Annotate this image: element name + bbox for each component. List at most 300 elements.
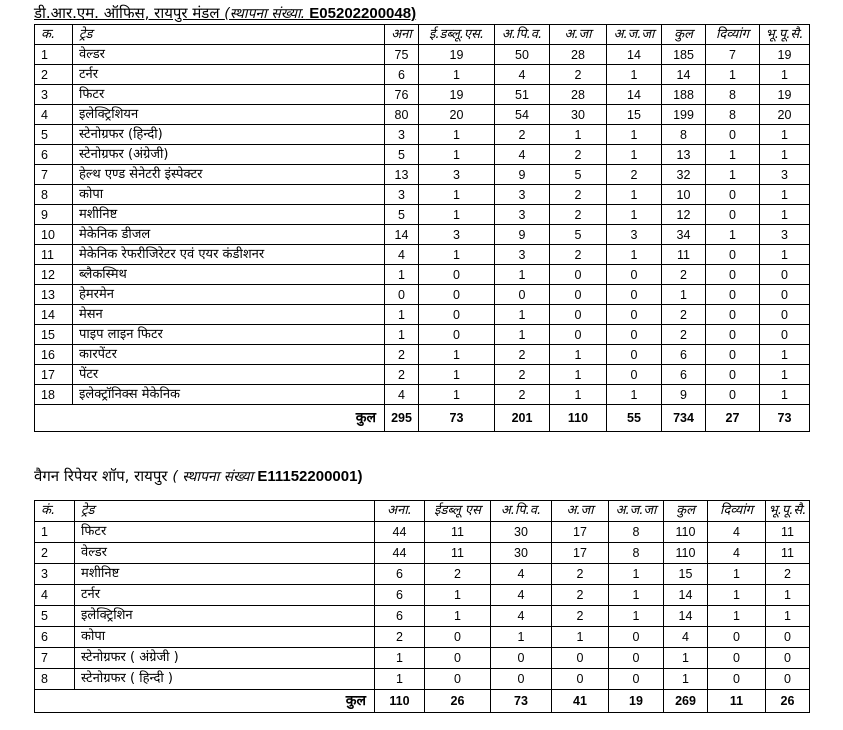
value-cell: 8 [609,543,664,564]
trade-cell: हेमरमेन [73,285,385,305]
value-cell: 1 [607,65,662,85]
trade-cell: वेल्डर [75,543,375,564]
value-cell: 2 [495,385,550,405]
value-cell: 0 [607,265,662,285]
table-row [35,543,810,564]
value-cell: 28 [550,45,607,65]
value-cell: 1 [708,585,766,606]
value-cell: 76 [385,85,419,105]
value-cell: 0 [760,285,810,305]
value-cell: 1 [760,365,810,385]
value-cell: 11 [766,543,810,564]
value-cell: 1 [550,125,607,145]
value-cell: 1 [664,669,708,690]
section2-name: वैगन रिपेयर शॉप, रायपुर [34,467,173,485]
value-cell: 0 [552,648,609,669]
value-cell: 1 [495,305,550,325]
column-header: अना. [375,501,425,522]
trade-cell: फिटर [73,85,385,105]
value-cell: 6 [375,606,425,627]
value-cell: 1 [706,225,760,245]
section2-table [34,500,810,713]
value-cell: 13 [662,145,706,165]
value-cell: 2 [495,125,550,145]
serial-cell: 9 [35,205,73,225]
value-cell: 1 [419,185,495,205]
value-cell: 3 [419,225,495,245]
serial-cell: 8 [35,185,73,205]
value-cell: 0 [706,305,760,325]
value-cell: 0 [706,205,760,225]
value-cell: 0 [550,325,607,345]
value-cell: 1 [385,305,419,325]
value-cell: 2 [385,345,419,365]
value-cell: 1 [766,585,810,606]
column-header: ई.डब्लू.एस. [419,25,495,45]
value-cell: 1 [419,205,495,225]
trade-cell: वेल्डर [73,45,385,65]
value-cell: 1 [607,385,662,405]
trade-cell: स्टेनोग्रफर ( हिन्दी ) [75,669,375,690]
value-cell: 1 [425,585,491,606]
value-cell: 1 [552,627,609,648]
value-cell: 1 [550,385,607,405]
value-cell: 2 [550,65,607,85]
value-cell: 14 [664,585,708,606]
trade-cell: इलेक्ट्रिशिन [75,606,375,627]
column-header: ईडब्लू एस [425,501,491,522]
value-cell: 2 [550,185,607,205]
total-value-cell: 73 [491,690,552,713]
value-cell: 1 [385,325,419,345]
section1-est-code: E05202200048) [305,5,417,22]
value-cell: 2 [607,165,662,185]
total-value-cell: 26 [425,690,491,713]
section2-est-code: E11152200001) [253,468,363,485]
value-cell: 4 [491,606,552,627]
value-cell: 8 [706,105,760,125]
value-cell: 50 [495,45,550,65]
serial-cell: 10 [35,225,73,245]
serial-cell: 4 [35,585,75,606]
value-cell: 0 [706,285,760,305]
value-cell: 32 [662,165,706,185]
total-value-cell: 110 [375,690,425,713]
value-cell: 14 [607,45,662,65]
value-cell: 1 [708,564,766,585]
value-cell: 1 [708,606,766,627]
value-cell: 2 [495,365,550,385]
table-row [35,385,810,405]
serial-cell: 18 [35,385,73,405]
value-cell: 20 [419,105,495,125]
serial-cell: 12 [35,265,73,285]
value-cell: 0 [760,265,810,285]
value-cell: 3 [607,225,662,245]
value-cell: 2 [550,245,607,265]
trade-cell: कोपा [75,627,375,648]
value-cell: 0 [550,265,607,285]
serial-cell: 8 [35,669,75,690]
value-cell: 14 [664,606,708,627]
value-cell: 0 [491,669,552,690]
value-cell: 1 [760,185,810,205]
serial-cell: 6 [35,627,75,648]
total-value-cell: 201 [495,405,550,432]
table-row [35,205,810,225]
value-cell: 28 [550,85,607,105]
serial-cell: 3 [35,85,73,105]
value-cell: 14 [607,85,662,105]
value-cell: 0 [425,627,491,648]
column-header: भू.पू.सै. [766,501,810,522]
value-cell: 0 [708,648,766,669]
total-value-cell: 26 [766,690,810,713]
value-cell: 1 [760,125,810,145]
trade-cell: फिटर [75,522,375,543]
section1-table [34,24,810,432]
value-cell: 0 [706,345,760,365]
serial-cell: 7 [35,165,73,185]
serial-cell: 13 [35,285,73,305]
trade-cell: मशीनिष्ट [75,564,375,585]
value-cell: 1 [419,125,495,145]
serial-cell: 6 [35,145,73,165]
total-label: कुल [35,405,385,432]
total-value-cell: 269 [664,690,708,713]
table-row [35,285,810,305]
column-header: दिव्यांग [706,25,760,45]
value-cell: 0 [609,627,664,648]
value-cell: 0 [607,325,662,345]
value-cell: 2 [662,325,706,345]
serial-cell: 4 [35,105,73,125]
table-row [35,627,810,648]
value-cell: 2 [495,345,550,365]
value-cell: 30 [491,522,552,543]
value-cell: 3 [760,225,810,245]
value-cell: 4 [385,245,419,265]
table-row [35,85,810,105]
table-row [35,585,810,606]
value-cell: 4 [385,385,419,405]
trade-cell: मेसन [73,305,385,325]
serial-cell: 3 [35,564,75,585]
serial-cell: 2 [35,65,73,85]
value-cell: 1 [706,65,760,85]
column-header: अना [385,25,419,45]
serial-cell: 17 [35,365,73,385]
value-cell: 54 [495,105,550,125]
value-cell: 9 [495,165,550,185]
value-cell: 0 [550,285,607,305]
table-row [35,606,810,627]
value-cell: 1 [419,245,495,265]
trade-cell: इलेक्ट्रिशियन [73,105,385,125]
trade-cell: कोपा [73,185,385,205]
value-cell: 19 [760,85,810,105]
value-cell: 34 [662,225,706,245]
section1-est-label: (स्थापना संख्या. [224,6,306,22]
value-cell: 1 [495,325,550,345]
table-row [35,165,810,185]
value-cell: 14 [385,225,419,245]
value-cell: 0 [491,648,552,669]
trade-cell: स्टेनोग्रफर (अंग्रेजी) [73,145,385,165]
column-header: कं. [35,501,75,522]
trade-cell: मेकेनिक रेफरीजिरेटर एवं एयर कंडीशनर [73,245,385,265]
value-cell: 14 [662,65,706,85]
value-cell: 0 [425,669,491,690]
value-cell: 7 [706,45,760,65]
value-cell: 0 [607,365,662,385]
value-cell: 75 [385,45,419,65]
value-cell: 44 [375,522,425,543]
value-cell: 9 [495,225,550,245]
trade-cell: स्टेनोग्रफर ( अंग्रेजी ) [75,648,375,669]
total-value-cell: 41 [552,690,609,713]
table-row [35,305,810,325]
table-row [35,325,810,345]
value-cell: 1 [607,185,662,205]
total-value-cell: 73 [419,405,495,432]
table-row [35,669,810,690]
value-cell: 3 [495,185,550,205]
table-row [35,345,810,365]
value-cell: 0 [706,365,760,385]
value-cell: 188 [662,85,706,105]
serial-cell: 15 [35,325,73,345]
value-cell: 11 [425,543,491,564]
column-header: अ.जा [550,25,607,45]
value-cell: 1 [419,65,495,85]
trade-cell: कारपेंटर [73,345,385,365]
value-cell: 1 [495,265,550,285]
value-cell: 1 [706,145,760,165]
trade-cell: टर्नर [73,65,385,85]
value-cell: 19 [419,85,495,105]
table-row [35,65,810,85]
trade-cell: पेंटर [73,365,385,385]
value-cell: 0 [385,285,419,305]
column-header: दिव्यांग [708,501,766,522]
value-cell: 0 [760,305,810,325]
column-header: कुल [662,25,706,45]
total-row [35,405,810,432]
value-cell: 10 [662,185,706,205]
trade-cell: ब्लैकस्मिथ [73,265,385,285]
value-cell: 0 [419,285,495,305]
value-cell: 1 [425,606,491,627]
value-cell: 0 [706,185,760,205]
value-cell: 0 [495,285,550,305]
value-cell: 1 [760,205,810,225]
value-cell: 0 [708,627,766,648]
serial-cell: 11 [35,245,73,265]
value-cell: 0 [419,325,495,345]
value-cell: 6 [375,585,425,606]
value-cell: 110 [664,522,708,543]
trade-cell: स्टेनोग्रफर (हिन्दी) [73,125,385,145]
value-cell: 0 [609,669,664,690]
total-value-cell: 19 [609,690,664,713]
value-cell: 4 [495,65,550,85]
value-cell: 0 [706,265,760,285]
column-header: भू.पू.सै. [760,25,810,45]
value-cell: 0 [706,325,760,345]
value-cell: 0 [607,285,662,305]
table-row [35,225,810,245]
table-row [35,245,810,265]
value-cell: 1 [662,285,706,305]
serial-cell: 16 [35,345,73,365]
value-cell: 30 [491,543,552,564]
section1-header-row [35,25,810,45]
value-cell: 1 [375,648,425,669]
column-header: अ.पि.व. [491,501,552,522]
section2-est-label: ( स्थापना संख्या [172,469,254,485]
value-cell: 1 [419,145,495,165]
total-value-cell: 55 [607,405,662,432]
table-row [35,145,810,165]
value-cell: 4 [664,627,708,648]
value-cell: 0 [706,385,760,405]
value-cell: 8 [609,522,664,543]
value-cell: 1 [760,65,810,85]
value-cell: 0 [609,648,664,669]
column-header: अ.जा [552,501,609,522]
value-cell: 5 [385,205,419,225]
value-cell: 1 [607,125,662,145]
total-row [35,690,810,713]
value-cell: 51 [495,85,550,105]
value-cell: 110 [664,543,708,564]
value-cell: 8 [662,125,706,145]
total-label: कुल [35,690,375,713]
value-cell: 0 [552,669,609,690]
trade-cell: पाइप लाइन फिटर [73,325,385,345]
value-cell: 1 [609,606,664,627]
value-cell: 5 [550,165,607,185]
value-cell: 2 [385,365,419,385]
value-cell: 9 [662,385,706,405]
table-row [35,125,810,145]
column-header: क. [35,25,73,45]
value-cell: 1 [760,245,810,265]
value-cell: 2 [425,564,491,585]
serial-cell: 7 [35,648,75,669]
value-cell: 2 [552,585,609,606]
value-cell: 0 [607,345,662,365]
value-cell: 2 [550,205,607,225]
value-cell: 0 [419,265,495,285]
value-cell: 8 [706,85,760,105]
column-header: अ.ज.जा [609,501,664,522]
value-cell: 11 [425,522,491,543]
value-cell: 30 [550,105,607,125]
value-cell: 0 [607,305,662,325]
value-cell: 1 [607,245,662,265]
serial-cell: 2 [35,543,75,564]
value-cell: 2 [375,627,425,648]
total-value-cell: 734 [662,405,706,432]
value-cell: 1 [419,385,495,405]
value-cell: 15 [607,105,662,125]
value-cell: 17 [552,522,609,543]
value-cell: 4 [491,585,552,606]
value-cell: 0 [760,325,810,345]
value-cell: 4 [708,522,766,543]
value-cell: 1 [706,165,760,185]
total-value-cell: 11 [708,690,766,713]
value-cell: 0 [425,648,491,669]
value-cell: 1 [607,205,662,225]
value-cell: 3 [385,185,419,205]
trade-cell: टर्नर [75,585,375,606]
table-row [35,45,810,65]
value-cell: 3 [385,125,419,145]
value-cell: 19 [760,45,810,65]
serial-cell: 1 [35,522,75,543]
value-cell: 199 [662,105,706,125]
value-cell: 3 [419,165,495,185]
value-cell: 6 [662,365,706,385]
value-cell: 1 [760,145,810,165]
serial-cell: 14 [35,305,73,325]
value-cell: 3 [495,205,550,225]
table-row [35,365,810,385]
value-cell: 1 [419,345,495,365]
value-cell: 4 [491,564,552,585]
value-cell: 3 [760,165,810,185]
value-cell: 1 [375,669,425,690]
serial-cell: 5 [35,606,75,627]
column-header: कुल [664,501,708,522]
value-cell: 4 [708,543,766,564]
trade-cell: मेकेनिक डीजल [73,225,385,245]
value-cell: 0 [706,125,760,145]
value-cell: 19 [419,45,495,65]
value-cell: 0 [766,627,810,648]
table-row [35,265,810,285]
value-cell: 0 [550,305,607,325]
value-cell: 1 [491,627,552,648]
value-cell: 1 [419,365,495,385]
value-cell: 1 [760,345,810,365]
value-cell: 44 [375,543,425,564]
trade-cell: हेल्थ एण्ड सेनेटरी इंस्पेक्टर [73,165,385,185]
value-cell: 3 [495,245,550,265]
column-header: अ.ज.जा [607,25,662,45]
column-header: ट्रेड [73,25,385,45]
value-cell: 17 [552,543,609,564]
total-value-cell: 110 [550,405,607,432]
table-row [35,522,810,543]
value-cell: 0 [419,305,495,325]
value-cell: 5 [385,145,419,165]
section1-title [34,3,416,23]
section2-title [34,466,362,486]
value-cell: 5 [550,225,607,245]
serial-cell: 5 [35,125,73,145]
value-cell: 0 [708,669,766,690]
table-row [35,105,810,125]
total-value-cell: 295 [385,405,419,432]
value-cell: 11 [766,522,810,543]
value-cell: 6 [375,564,425,585]
trade-cell: मशीनिष्ट [73,205,385,225]
serial-cell: 1 [35,45,73,65]
